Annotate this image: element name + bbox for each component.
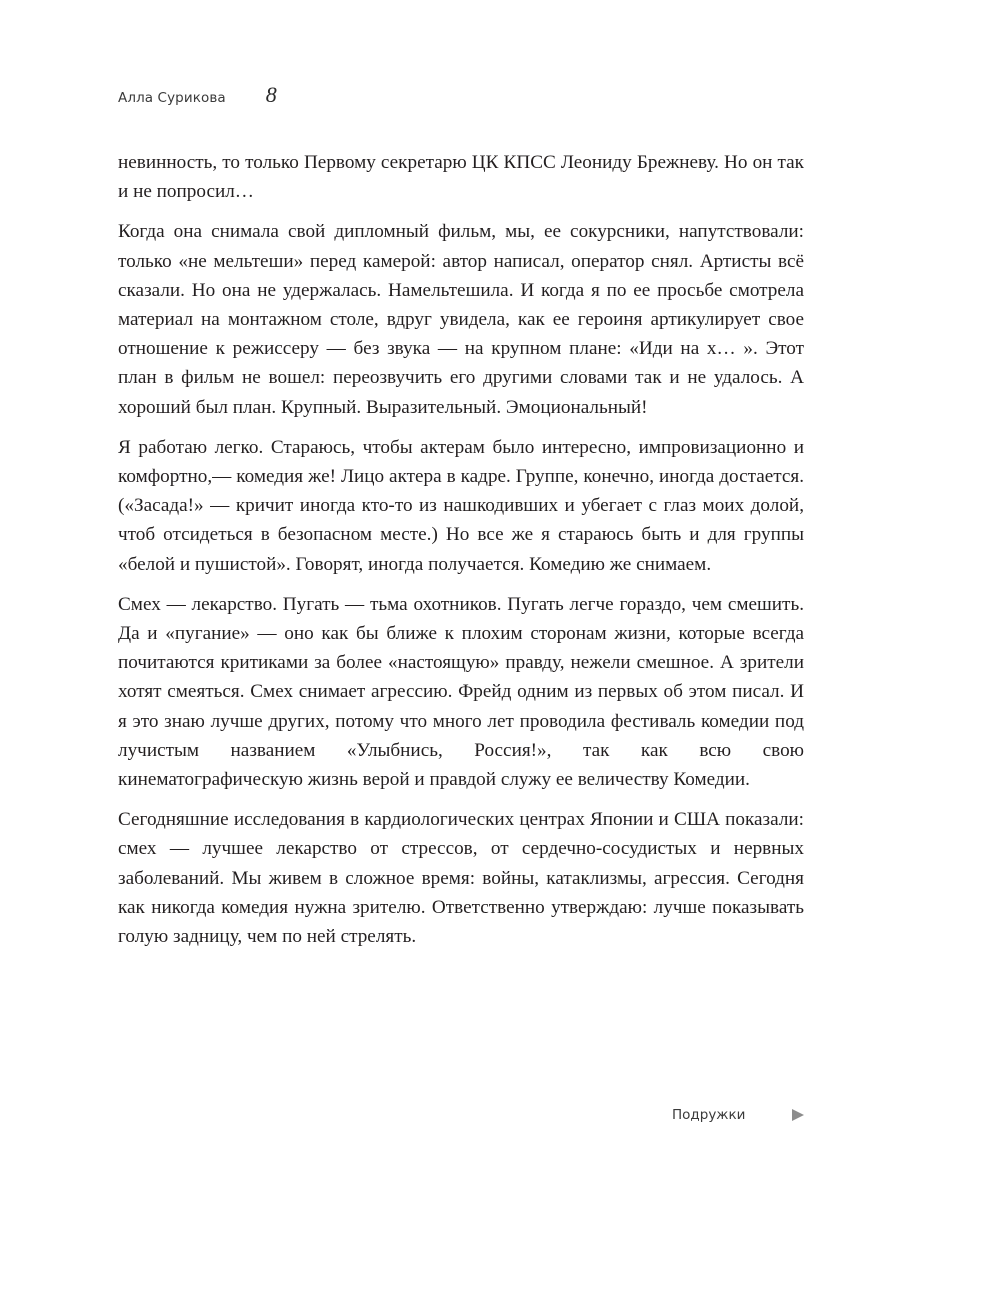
triangle-right-icon[interactable] xyxy=(792,1109,804,1121)
paragraph: Когда она снимала свой дипломный фильм, мы, ее сокурсники, напутствовали: только «не мельтеши» перед камерой: автор написал, оператор снял. Артисты всё сказали. Но она не удержалась. Намельтешила. И когда я по ее просьбе смотрела материал на монтажном столе, вдруг увидела, как ее героиня артикулирует свое отношение к режиссеру — без звука — на крупном плане: «Иди на х… ». Этот план в фильм не вошел: переозвучить его другими словами так и не удалось. А хороший был план. Крупный. Выразительный. Эмоциональный! xyxy=(118,221,804,418)
paragraph: Смех — лекарство. Пугать — тьма охотников. Пугать легче гораздо, чем смешить. Да и «пугание» — оно как бы ближе к плохим сторонам жизни, которые всегда почитаются критиками за более «настоящую» правду, нежели смешное. А зрители хотят смеяться. Смех снимает агрессию. Фрейд одним из первых об этом писал. И я это знаю лучше других, потому что много лет проводила фестиваль комедии под лучистым названием «Улыбнись, Россия!», так как всю свою кинематографическую жизнь верой и правдой служу ее величеству Комедии. xyxy=(118,593,804,791)
page-number: 8 xyxy=(265,82,277,107)
next-section-label: Подружки xyxy=(672,1107,746,1123)
paragraph: невинность, то только Первому секретарю ЦК КПСС Леониду Брежневу. Но он так и не попросил… xyxy=(118,152,804,203)
next-section-link[interactable] xyxy=(672,1104,808,1126)
running-header xyxy=(118,82,277,112)
header-author: Алла Сурикова xyxy=(118,90,226,106)
paragraph: Я работаю легко. Стараюсь, чтобы актерам было интересно, импровизационно и комфортно,— комедия же! Лицо актера в кадре. Группе, конечно, иногда достается. («Засада!» — кричит иногда кто-то из нашкодивших и убегает с глаз моих долой, чтоб отсидеться в безопасном месте.) Но все же я стараюсь быть и для группы «белой и пушистой». Говорят, иногда получается. Комедию же снимаем. xyxy=(118,436,804,575)
body-text xyxy=(118,148,804,962)
paragraph: Сегодняшние исследования в кардиологических центрах Японии и США показали: смех — лучшее лекарство от стрессов, от сердечно-сосудистых и нервных заболеваний. Мы живем в сложное время: войны, катаклизмы, агрессия. Сегодня как никогда комедия нужна зрителю. Ответственно утверждаю: лучше показывать голую задницу, чем по ней стрелять. xyxy=(118,809,804,948)
